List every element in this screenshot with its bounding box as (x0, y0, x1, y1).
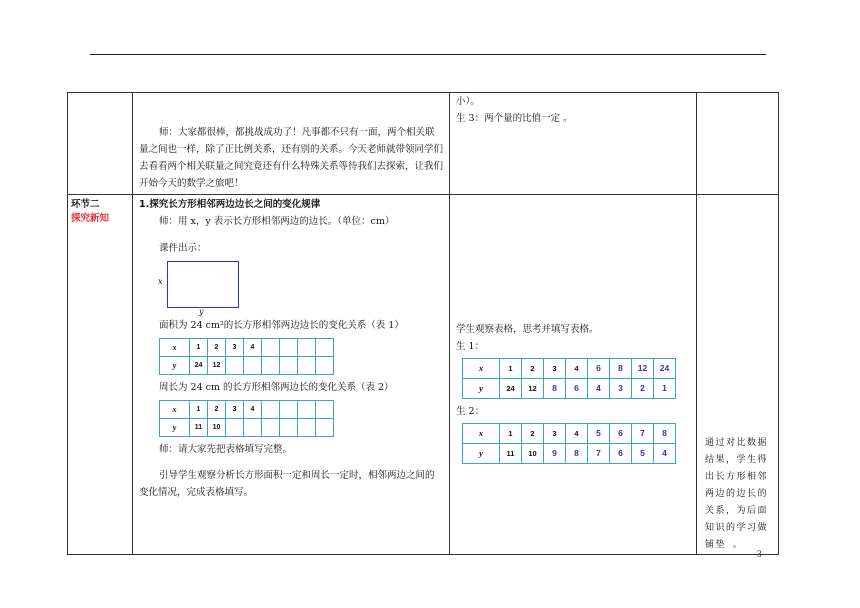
section-heading: 1.探究长方形相邻两边边长之间的变化规律 (139, 199, 321, 210)
student2-label: 生 2： (456, 406, 485, 417)
table-cell[interactable]: 10 (208, 419, 226, 437)
courseware-label: 课件出示： (159, 243, 207, 254)
filled-cell: 1 (654, 379, 676, 399)
table-cell[interactable] (298, 339, 316, 357)
table-cell[interactable] (226, 419, 244, 437)
table-cell[interactable] (262, 401, 280, 419)
table-cell: 1 (500, 424, 522, 444)
table-cell: 2 (522, 424, 544, 444)
y-row-label: y (160, 357, 190, 375)
table-cell[interactable]: 1 (190, 339, 208, 357)
table-cell[interactable]: 2 (208, 401, 226, 419)
stage-cell (68, 195, 133, 555)
table-cell: 1 (500, 359, 522, 379)
table-cell: 4 (566, 359, 588, 379)
filled-cell: 6 (610, 424, 632, 444)
table-cell[interactable] (316, 401, 334, 419)
table-cell[interactable] (280, 339, 298, 357)
table-cell: 24 (500, 379, 522, 399)
rectangle-figure (139, 259, 443, 315)
table-cell[interactable] (298, 357, 316, 375)
table-row (68, 195, 779, 555)
student-answer-line: 小）。 (456, 96, 480, 107)
student1-table (462, 358, 676, 399)
table-cell[interactable] (262, 419, 280, 437)
student1-label: 生 1： (456, 341, 485, 352)
table-cell[interactable] (316, 357, 334, 375)
teacher-activity-cell (133, 93, 450, 195)
table-cell[interactable] (298, 401, 316, 419)
filled-cell: 9 (544, 444, 566, 464)
table-cell[interactable] (244, 419, 262, 437)
table-cell[interactable] (280, 419, 298, 437)
table-cell[interactable] (262, 339, 280, 357)
student-intro: 学生观察表格，思考并填写表格。 (456, 324, 599, 335)
lesson-plan-table (67, 92, 779, 555)
table-cell[interactable]: 2 (208, 339, 226, 357)
table-cell[interactable]: 11 (190, 419, 208, 437)
y-row-label: y (463, 379, 500, 399)
stage-cell-empty (68, 93, 133, 195)
table-cell: 3 (544, 424, 566, 444)
filled-cell: 8 (544, 379, 566, 399)
student-activity-cell (450, 195, 697, 555)
stage-name: 探究新知 (71, 213, 110, 224)
filled-cell: 8 (654, 424, 676, 444)
filled-cell: 6 (588, 359, 610, 379)
table-cell[interactable]: 1 (190, 401, 208, 419)
table-cell[interactable] (244, 357, 262, 375)
table-cell[interactable] (316, 339, 334, 357)
x-row-label: x (463, 424, 500, 444)
filled-cell: 4 (588, 379, 610, 399)
table-cell: 10 (522, 444, 544, 464)
teacher-intro-text: 师：大家都很棒，都挑战成功了！凡事都不只有一面，两个相关联量之间也一样，除了正比例关系，还有别的关系。今天老师就带领同学们去看看两个相关联量之间究竟还有什么特殊关系等待我们去探索，让我们开始今天的数学之旅吧！ (139, 127, 444, 189)
filled-cell: 12 (632, 359, 654, 379)
page-number: 3 (757, 549, 762, 559)
area-table (159, 338, 334, 375)
rectangle-shape (167, 261, 239, 308)
table-cell: 3 (544, 359, 566, 379)
x-row-label: x (160, 401, 190, 419)
table-cell: 2 (522, 359, 544, 379)
table-cell[interactable]: 4 (244, 401, 262, 419)
table-cell[interactable] (226, 357, 244, 375)
student-answer-line: 生 3：两个量的比值一定 。 (456, 113, 573, 124)
table-cell[interactable] (262, 357, 280, 375)
table-cell[interactable]: 3 (226, 339, 244, 357)
guide-text: 引导学生观察分析长方形面积一定和周长一定时，相邻两边之间的变化情况，完成表格填写。 (139, 470, 435, 498)
filled-cell: 3 (610, 379, 632, 399)
table-cell[interactable]: 4 (244, 339, 262, 357)
teacher-activity-cell (133, 195, 450, 555)
filled-cell: 5 (632, 444, 654, 464)
filled-cell: 7 (632, 424, 654, 444)
table1-caption: 面积为 24 cm²的长方形相邻两边边长的变化关系（表 1） (159, 320, 404, 331)
x-row-label: x (463, 359, 500, 379)
table-cell[interactable]: 12 (208, 357, 226, 375)
table-cell[interactable]: 3 (226, 401, 244, 419)
y-row-label: y (160, 419, 190, 437)
filled-cell: 8 (610, 359, 632, 379)
filled-cell: 2 (632, 379, 654, 399)
variable-intro: 师：用 x，y 表示长方形相邻两边的边长。（单位：cm） (159, 216, 395, 227)
student-activity-cell (450, 93, 697, 195)
table2-caption: 周长为 24 cm 的长方形相邻两边长的变化关系（表 2） (159, 382, 394, 393)
table-cell: 4 (566, 424, 588, 444)
table-cell[interactable] (298, 419, 316, 437)
y-row-label: y (463, 444, 500, 464)
header-rule (90, 54, 766, 55)
table-cell[interactable]: 24 (190, 357, 208, 375)
table-cell: 12 (522, 379, 544, 399)
stage-label: 环节二 (71, 199, 100, 210)
filled-cell: 6 (610, 444, 632, 464)
fill-prompt: 师：请大家先把表格填写完整。 (159, 444, 293, 455)
table-cell[interactable] (316, 419, 334, 437)
rect-side-y-label: y (199, 307, 204, 316)
perimeter-table (159, 400, 334, 437)
filled-cell: 24 (654, 359, 676, 379)
table-cell[interactable] (280, 357, 298, 375)
filled-cell: 7 (588, 444, 610, 464)
filled-cell: 8 (566, 444, 588, 464)
rect-side-x-label: x (158, 277, 163, 286)
note-cell-empty (697, 93, 779, 195)
table-cell[interactable] (280, 401, 298, 419)
table-cell: 11 (500, 444, 522, 464)
x-row-label: x (160, 339, 190, 357)
filled-cell: 6 (566, 379, 588, 399)
filled-cell: 5 (588, 424, 610, 444)
student2-table (462, 423, 676, 464)
design-intent-cell (697, 195, 779, 555)
table-row (68, 93, 779, 195)
design-intent-note: 通过对比数据结果，学生得出长方形相邻两边的边长的关系，为后面知识的学习做铺垫 。 (705, 438, 769, 550)
filled-cell: 4 (654, 444, 676, 464)
